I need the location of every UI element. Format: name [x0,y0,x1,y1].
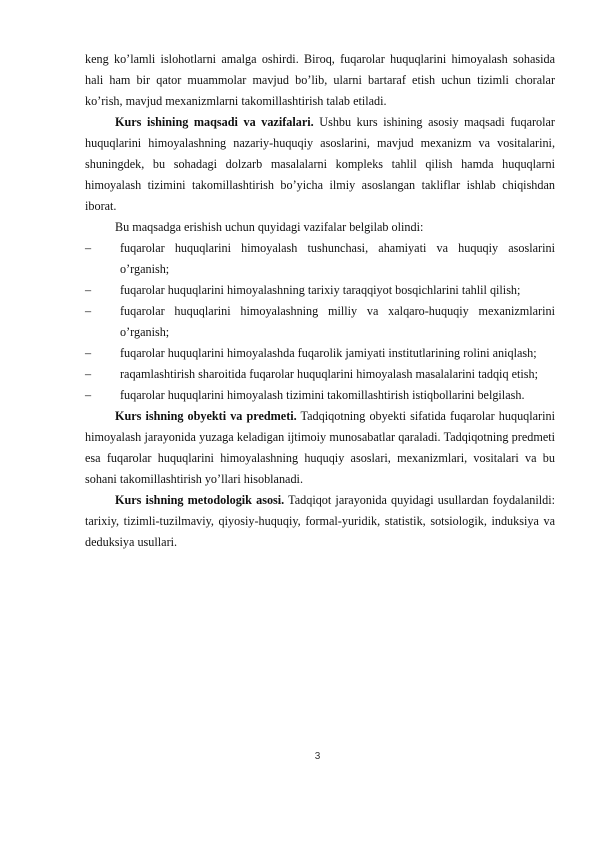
tasks-list [85,238,555,406]
task-text: fuqarolar huquqlarini himoyalashning milliy va xalqaro-huquqiy mexanizmlarini o’rganish; [120,304,555,339]
page-content [85,49,555,553]
list-dash: – [85,346,92,360]
goal-text: Ushbu kurs ishining asosiy maqsadi fuqarolar huquqlarini himoyalashning nazariy-huquqiy asoslarini, mavjud mexanizm va vositalarini, shuningdek, bu sohadagi dolzarb masalalarni kompleks tahlil qilish hamda huquqlarni himoyalash tizimini takomillashtirish bo’yicha ilmiy asoslangan takliflar ishlab chiqishdan iborat. [85,115,555,213]
task-item [85,238,555,280]
task-text: fuqarolar huquqlarini himoyalashning tarixiy taraqqiyot bosqichlarini tahlil qilish; [120,283,521,297]
methodology-heading: Kurs ishning metodologik asosi. [115,493,285,507]
task-item [85,280,555,301]
object-heading: Kurs ishning obyekti va predmeti. [115,409,297,423]
task-text: fuqarolar huquqlarini himoyalash tizimini takomillashtirish istiqbollarini belgilash. [120,388,525,402]
methodology-text: Tadqiqot jarayonida quyidagi usullardan foydalanildi: tarixiy, tizimli-tuzilmaviy, qiyosiy-huquqiy, formal-yuridik, statistik, sotsiologik, induksiya va deduksiya usullari. [85,493,555,549]
task-item [85,343,555,364]
task-item [85,385,555,406]
list-dash: – [85,304,92,318]
task-text: fuqarolar huquqlarini himoyalash tushunchasi, ahamiyati va huquqiy asoslarini o’rganish; [120,241,555,276]
object-paragraph [85,406,555,490]
task-item [85,364,555,385]
object-text: Tadqiqotning obyekti sifatida fuqarolar huquqlarini himoyalash jarayonida yuzaga keladigan ijtimoiy munosabatlar qaraladi. Tadqiqotning predmeti esa fuqarolar huquqlarini himoyalashning huquqiy asoslari, mexanizmlari, vositalari va bu sohani takomillashtirish yo’llari hisoblanadi. [85,409,555,486]
tasks-intro: Bu maqsadga erishish uchun quyidagi vazifalar belgilab olindi: [115,220,424,234]
list-dash: – [85,283,92,297]
goal-heading: Kurs ishining maqsadi va vazifalari. [115,115,314,129]
task-item [85,301,555,343]
task-text: fuqarolar huquqlarini himoyalashda fuqarolik jamiyati institutlarining rolini aniqlash; [120,346,537,360]
list-dash: – [85,388,92,402]
goal-paragraph [85,112,555,217]
page-number: 3 [314,751,321,762]
list-dash: – [85,367,92,381]
task-text: raqamlashtirish sharoitida fuqarolar huquqlarini himoyalash masalalarini tadqiq etish; [120,367,538,381]
list-dash: – [85,241,92,255]
intro-paragraph: keng ko’lamli islohotlarni amalga oshirdi. Biroq, fuqarolar huquqlarini himoyalash sohasida hali ham bir qator muammolar mavjud bo’lib, ularni bartaraf etish uchun tizimli choralar ko’rish, mavjud mexanizmlarni takomillashtirish talab etiladi. [85,52,555,108]
methodology-paragraph [85,490,555,553]
